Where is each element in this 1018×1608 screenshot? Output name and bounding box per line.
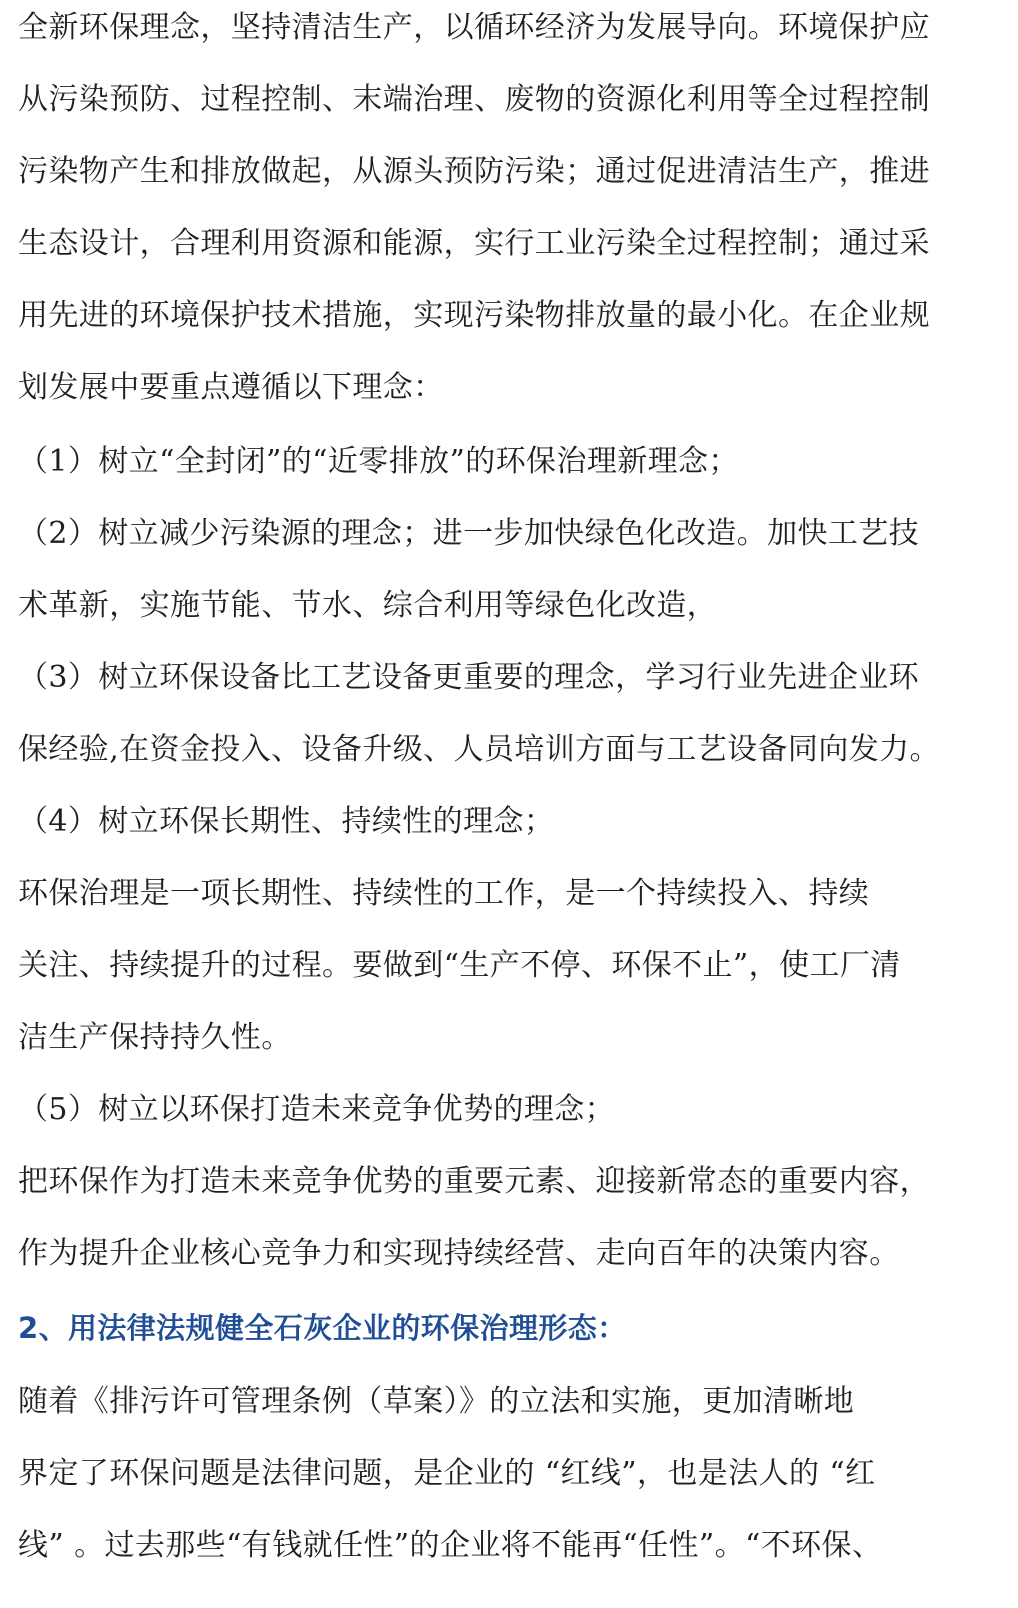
paragraph-line: 环保治理是一项长期性、持续性的工作，是一个持续投入、持续 xyxy=(18,876,870,911)
paragraph-line: 生态设计，合理利用资源和能源，实行工业污染全过程控制；通过采 xyxy=(18,226,930,261)
paragraph-line: 线” 。过去那些“有钱就任性”的企业将不能再“任性”。“不环保、 xyxy=(18,1528,883,1563)
paragraph-line: 保经验,在资金投入、设备升级、人员培训方面与工艺设备同向发力。 xyxy=(18,732,940,767)
paragraph-line: 洁生产保持持久性。 xyxy=(18,1020,292,1055)
list-item-5: （5）树立以环保打造未来竞争优势的理念； xyxy=(18,1092,616,1127)
paragraph-line: 划发展中要重点遵循以下理念： xyxy=(18,370,444,405)
paragraph-line: 污染物产生和排放做起，从源头预防污染；通过促进清洁生产，推进 xyxy=(18,154,930,189)
section-heading: 2、用法律法规健全石灰企业的环保治理形态： xyxy=(18,1311,627,1345)
paragraph-line: 界定了环保问题是法律问题，是企业的 “红线”，也是法人的 “红 xyxy=(18,1456,876,1491)
paragraph-line: 作为提升企业核心竞争力和实现持续经营、走向百年的决策内容。 xyxy=(18,1236,900,1271)
paragraph-line: 术革新，实施节能、节水、综合利用等绿色化改造， xyxy=(18,588,718,623)
paragraph-line: 从污染预防、过程控制、末端治理、废物的资源化利用等全过程控制 xyxy=(18,82,930,117)
paragraph-line: 用先进的环境保护技术措施，实现污染物排放量的最小化。在企业规 xyxy=(18,298,930,333)
paragraph-line: 全新环保理念，坚持清洁生产，以循环经济为发展导向。环境保护应 xyxy=(18,10,930,45)
list-item-2: （2）树立减少污染源的理念；进一步加快绿色化改造。加快工艺技 xyxy=(18,516,920,551)
list-item-4: （4）树立环保长期性、持续性的理念； xyxy=(18,804,555,839)
paragraph-line: 关注、持续提升的过程。要做到“生产不停、环保不止”，使工厂清 xyxy=(18,948,901,983)
list-item-1: （1）树立“全封闭”的“近零排放”的环保治理新理念； xyxy=(18,444,739,479)
paragraph-line: 把环保作为打造未来竞争优势的重要元素、迎接新常态的重要内容， xyxy=(18,1164,930,1199)
list-item-3: （3）树立环保设备比工艺设备更重要的理念，学习行业先进企业环 xyxy=(18,660,920,695)
paragraph-line: 随着《排污许可管理条例（草案）》的立法和实施，更加清晰地 xyxy=(18,1384,855,1419)
